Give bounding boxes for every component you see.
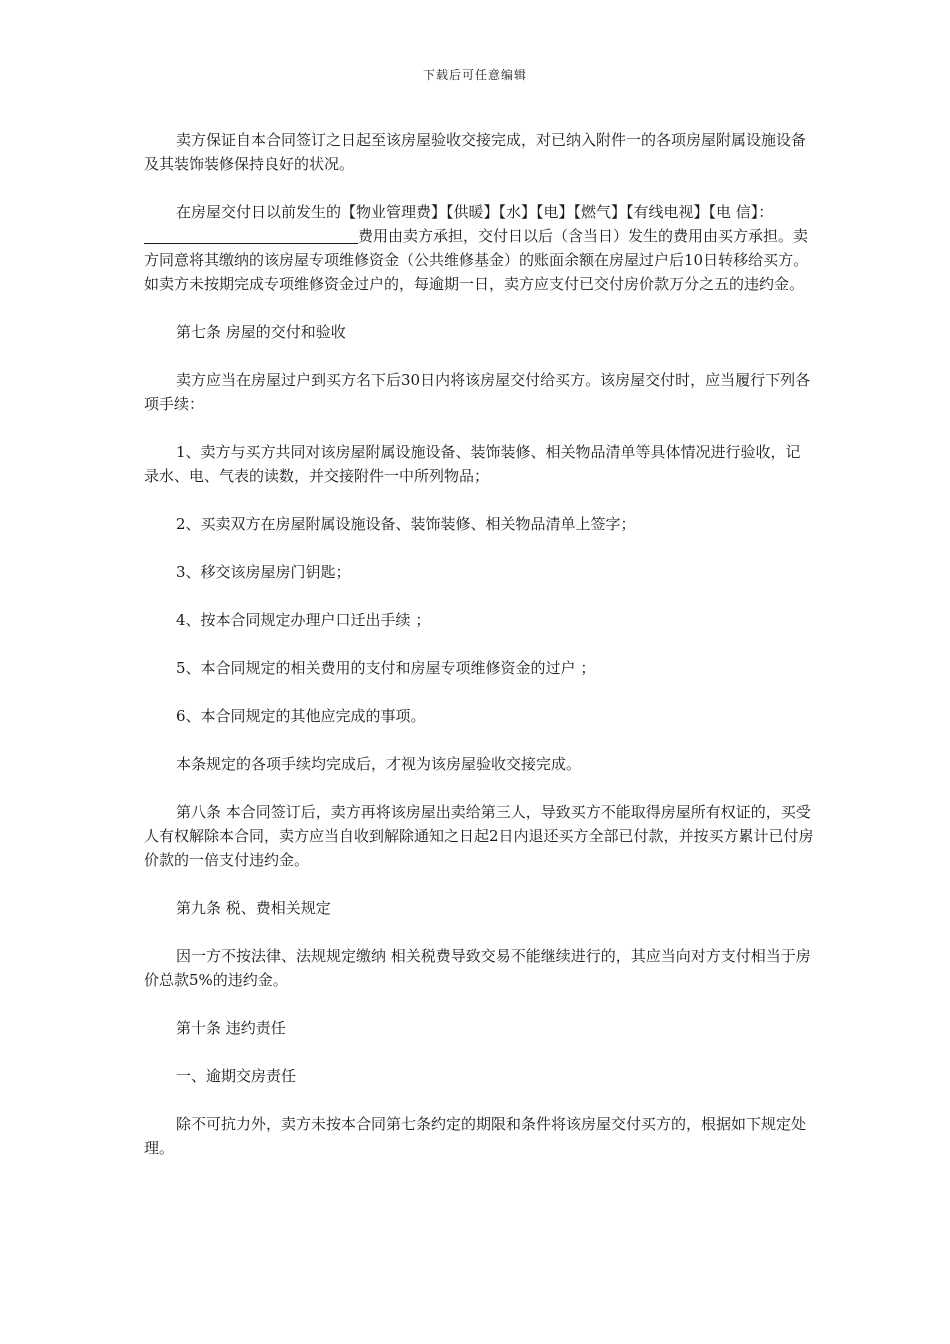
list-item-4: 4、按本合同规定办理户口迁出手续 ； — [176, 611, 431, 629]
fill-in-blank-line — [144, 227, 358, 244]
article-7-heading: 第七条 房屋的交付和验收 — [176, 323, 346, 341]
article-10-heading: 第十条 违约责任 — [176, 1019, 286, 1037]
list-item-3: 3、移交该房屋房门钥匙； — [176, 563, 351, 581]
paragraph-late-delivery-terms: 除不可抗力外，卖方未按本合同第七条约定的期限和条件将该房屋交付买方的，根据如下规定处理。 — [144, 1115, 807, 1157]
article-8-paragraph: 第八条 本合同签订后，卖方再将该房屋出卖给第三人，导致买方不能取得房屋所有权证的，买受人有权解除本合同，卖方应当自收到解除通知之日起2日内退还买方全部已付款，并按买方累计已付房价款的一倍支付违约金。 — [144, 803, 814, 869]
list-item-1: 1、卖方与买方共同对该房屋附属设施设备、装饰装修、相关物品清单等具体情况进行验收，记录水、电、气表的读数，并交接附件一中所列物品； — [144, 443, 801, 485]
paragraph-fee-allocation — [144, 200, 814, 296]
paragraph-delivery-deadline: 卖方应当在房屋过户到买方名下后30日内将该房屋交付给买方。该房屋交付时，应当履行下列各项手续： — [144, 371, 811, 413]
fee-terms-text: 费用由卖方承担，交付日以后（含当日）发生的费用由买方承担。卖方同意将其缴纳的该房屋专项维修资金（公共维修基金）的账面余额在房屋过户后10日转移给买方。如卖方未按期完成专项维修资金过户的，每逾期一日，卖方应支付已交付房价款万分之五的违约金。 — [144, 227, 809, 293]
paragraph-tax-penalty: 因一方不按法律、法规规定缴纳 相关税费导致交易不能继续进行的，其应当向对方支付相当于房价总款5%的违约金。 — [144, 947, 811, 989]
list-item-2: 2、买卖双方在房屋附属设施设备、装饰装修、相关物品清单上签字； — [176, 515, 636, 533]
document-body — [144, 128, 814, 1184]
subsection-late-delivery-heading: 一、逾期交房责任 — [176, 1067, 297, 1085]
fee-items-text: 在房屋交付日以前发生的【物业管理费】【供暖】【水】【电】【燃气】【有线电视】【电 信】： — [176, 203, 774, 221]
paragraph-seller-guarantee: 卖方保证自本合同签订之日起至该房屋验收交接完成，对已纳入附件一的各项房屋附属设施设备及其装饰装修保持良好的状况。 — [144, 131, 807, 173]
list-item-6: 6、本合同规定的其他应完成的事项。 — [176, 707, 426, 725]
paragraph-completion-condition: 本条规定的各项手续均完成后，才视为该房屋验收交接完成。 — [176, 755, 582, 773]
article-9-heading: 第九条 税、费相关规定 — [176, 899, 331, 917]
page-header: 下载后可任意编辑 — [422, 68, 527, 82]
list-item-5: 5、本合同规定的相关费用的支付和房屋专项维修资金的过户 ； — [176, 659, 596, 677]
